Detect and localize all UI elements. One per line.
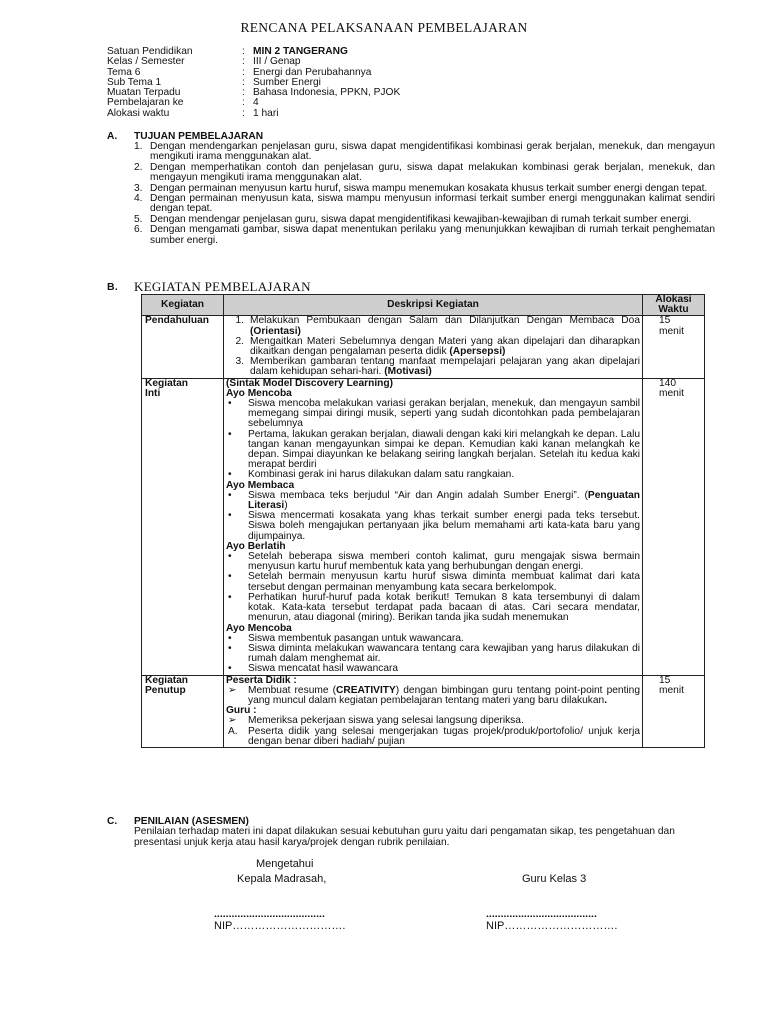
list-item	[226, 316, 640, 336]
sign-right-line2: Guru Kelas 3	[522, 873, 587, 885]
group-heading: Guru :	[226, 705, 257, 717]
identity-label: Pembelajaran ke	[107, 97, 184, 109]
identity-row	[107, 109, 400, 119]
item-text-bold: (Motivasi)	[384, 366, 432, 378]
identity-label: Kelas / Semester	[107, 56, 185, 68]
identity-value: 1 hari	[253, 107, 279, 119]
section-title: PENILAIAN (ASESMEN)	[134, 816, 249, 827]
cell-alokasi	[643, 675, 705, 747]
item-text: Dengan mendengarkan penjelasan guru, siswa dapat mengidentifikasi kombinasi gerak berjalan, menekuk, dan mengayun mengikuti irama menggunakan alat.	[150, 141, 715, 163]
bullet-icon: •	[228, 510, 232, 522]
item-text: Siswa mencoba melakukan variasi gerakan berjalan, menekuk, dan mengayun sambil memegang simpai diringi musik, seperti yang sudah dicontohkan pada pembelajaran sebelumnya	[248, 398, 640, 430]
list-item	[226, 337, 640, 357]
identity-sep: :	[242, 87, 245, 99]
item-text: Dengan mendengar penjelasan guru, siswa dapat mengidentifikasi kewajiban-kewajiban di rumah terkait sumber energi.	[150, 213, 692, 225]
item-number: 2.	[235, 335, 244, 347]
item-text: Siswa mencatat hasil wawancara	[248, 663, 399, 675]
bullet-icon: •	[228, 642, 232, 654]
cell-kegiatan	[142, 378, 224, 675]
item-text: Dengan permainan menyusun kartu huruf, siswa mampu menemukan kosakata khusus terkait sumber energi dengan tepat.	[150, 182, 708, 194]
item-text-plain: Membuat resume (	[248, 684, 336, 696]
arrow-bullet-icon: ➢	[228, 684, 237, 696]
table-row-penutup	[142, 675, 705, 747]
item-text-bold: (Orientasi)	[250, 325, 301, 337]
header-kegiatan: Kegiatan	[142, 295, 224, 316]
item-number: 5.	[134, 213, 143, 225]
identity-sep: :	[242, 97, 245, 109]
section-kegiatan-heading	[107, 279, 311, 295]
kegiatan-label: Penutup	[145, 684, 186, 696]
section-letter: A.	[107, 131, 118, 142]
list-item	[226, 572, 640, 592]
identity-value: MIN 2 TANGERANG	[253, 46, 348, 57]
list-item	[226, 593, 640, 624]
item-text-plain: Melakukan Pembukaan dengan Salam dan Dilanjutkan Dengan Membaca Doa	[250, 315, 640, 327]
document-title: RENCANA PELAKSANAAN PEMBELAJARAN	[240, 20, 528, 35]
item-number: 3.	[134, 182, 143, 194]
objective-item	[107, 194, 715, 215]
table-row-inti	[142, 378, 705, 675]
item-text-plain: )	[284, 500, 288, 512]
item-text: Setelah bermain menyusun kartu huruf siswa diminta membuat kalimat dari kata tersebut dengan permainan menyambung kata secara berkelompok.	[248, 571, 640, 593]
identity-sep: :	[242, 107, 245, 119]
group-heading: Ayo Berlatih	[226, 540, 286, 552]
cell-alokasi	[643, 316, 705, 378]
item-text-bold: CREATIVITY	[335, 684, 396, 696]
item-number: 1.	[235, 315, 244, 327]
kegiatan-label: Kegiatan	[145, 377, 189, 389]
list-item	[226, 727, 640, 747]
item-text-bold: (Apersepsi)	[449, 346, 506, 358]
table-row-pendahuluan	[142, 316, 705, 378]
item-number: 4.	[134, 193, 143, 205]
item-text-plain: ) dengan bimbingan guru tentang point-point penting yang muncul dalam kegiatan pembelajaran tentang materi yang baru dilakukan	[248, 684, 640, 706]
list-item	[226, 491, 640, 511]
kegiatan-label: Inti	[145, 387, 161, 399]
waktu-unit: menit	[659, 325, 684, 337]
item-text: Setelah beberapa siswa memberi contoh kalimat, guru mengajak siswa bermain menyusun kartu huruf membentuk kata yang berhubungan dengan energi.	[248, 551, 640, 573]
waktu-value: 15	[659, 674, 671, 686]
item-text	[250, 316, 640, 336]
cell-deskripsi	[224, 378, 643, 675]
item-number: 2.	[134, 161, 143, 173]
group-heading: Peserta Didik :	[226, 674, 297, 686]
bullet-icon: •	[228, 663, 232, 675]
cell-deskripsi	[224, 675, 643, 747]
identity-label: Alokasi waktu	[107, 107, 170, 119]
identity-label: Sub Tema 1	[107, 76, 162, 88]
sign-right-dots: ......................................	[486, 908, 597, 920]
identity-value: Sumber Energi	[253, 76, 321, 88]
group-heading: Ayo Mencoba	[226, 387, 292, 399]
objective-item	[107, 163, 715, 184]
item-text: Pertama, lakukan gerakan berjalan, diawali dengan kaki kiri melangkah ke depan. Lalu tangan kanan mengayunkan simpai ke depan. Kemudian kaki kanan melangkah ke depan. Simpai diayunkan ke belakang seiring langkah berjalan. Setelah itu kedua kaki merapat berdiri	[248, 428, 640, 471]
item-text	[250, 357, 640, 377]
item-text	[248, 491, 640, 511]
sign-right-nip: NIP………………………….	[486, 920, 618, 932]
identity-label: Muatan Terpadu	[107, 87, 181, 99]
bullet-icon: •	[228, 469, 232, 481]
list-item	[226, 357, 640, 377]
sign-left-dots: ......................................	[214, 908, 325, 920]
list-item	[226, 430, 640, 471]
cell-deskripsi	[224, 316, 643, 378]
table-header-row	[142, 295, 705, 316]
bullet-icon: •	[228, 398, 232, 410]
sign-left-line2: Kepala Madrasah,	[237, 873, 327, 885]
section-body: Penilaian terhadap materi ini dapat dilakukan sesuai kebutuhan guru yaitu dari pengamatan sikap, tes pengetahuan dan presentasi unjuk kerja atau hasil karya/projek dengan rubrik penilaian.	[134, 826, 675, 848]
sign-left-line1: Mengetahui	[256, 858, 314, 870]
cell-kegiatan	[142, 316, 224, 378]
section-title: TUJUAN PEMBELAJARAN	[134, 131, 264, 142]
waktu-unit: menit	[659, 387, 684, 399]
cell-kegiatan	[142, 675, 224, 747]
sign-left-nip: NIP………………………….	[214, 920, 346, 932]
arrow-bullet-icon: ➢	[228, 715, 237, 727]
identity-sep: :	[242, 76, 245, 88]
item-text: Peserta didik yang selesai mengerjakan tugas projek/produk/portofolio/ unjuk kerja dengan benar diberi hadiah/ pujian	[248, 725, 640, 747]
list-item	[226, 716, 640, 726]
item-text: Siswa diminta melakukan wawancara tentang cara kewajiban yang harus dilakukan di rumah dalam menghemat air.	[248, 642, 640, 665]
identity-value: Bahasa Indonesia, PPKN, PJOK	[253, 87, 401, 99]
item-text-plain: Memberikan gambaran tentang manfaat mempelajari pelajaran yang akan dipelajari dalam kehidupan sehari-hari.	[250, 356, 640, 378]
waktu-unit: menit	[659, 684, 684, 696]
header-deskripsi: Deskripsi Kegiatan	[224, 295, 643, 316]
identity-value: III / Genap	[253, 56, 301, 68]
list-item	[226, 399, 640, 430]
bullet-icon: •	[228, 428, 232, 440]
item-number: 1.	[134, 141, 143, 152]
identity-value: Energi dan Perubahannya	[253, 66, 372, 78]
identity-block	[107, 47, 400, 119]
item-text-bold: Penguatan Literasi	[248, 489, 640, 512]
item-text	[250, 337, 640, 357]
item-text: Siswa mencermati kosakata yang khas terkait sumber energi pada teks tersebut. Siswa boleh mengajukan pertanyaan jika belum memahami arti kata-kata baru yang dijumpainya.	[248, 510, 640, 542]
item-number: 6.	[134, 224, 143, 236]
section-tujuan	[107, 131, 715, 246]
kegiatan-label: Kegiatan	[145, 674, 189, 686]
item-text-plain: Siswa membaca teks berjudul “Air dan Angin adalah Sumber Energi”. (	[248, 489, 588, 501]
objective-list	[107, 142, 715, 246]
item-text: Kombinasi gerak ini harus dilakukan dalam satu rangkaian.	[248, 469, 515, 481]
list-item	[226, 644, 640, 664]
waktu-value: 140	[659, 377, 676, 389]
item-text: Siswa membentuk pasangan untuk wawancara.	[248, 632, 464, 644]
bullet-icon: •	[228, 632, 232, 644]
item-text: Dengan memperhatikan contoh dan penjelasan guru, siswa dapat melakukan kombinasi gerak berjalan, menekuk, dan mengayun mengikuti irama menggunakan alat.	[150, 161, 715, 184]
section-letter: B.	[107, 281, 119, 293]
header-alokasi: Alokasi Waktu	[643, 295, 705, 316]
waktu-value: 15	[659, 315, 671, 327]
section-title: KEGIATAN PEMBELAJARAN	[134, 279, 311, 294]
item-number: A.	[228, 725, 238, 737]
identity-sep: :	[242, 56, 245, 68]
identity-sep: :	[242, 66, 245, 78]
item-text-bold: .	[604, 694, 608, 706]
item-text: Perhatikan huruf-huruf pada kotak berikut! Temukan 8 kata tersembunyi di dalam kotak. Kata-kata tersebut terdapat pada bacaan di atas. Cari secara mendatar, menurun, atau diagonal (miring). Berikan tanda jika sudah menemukan	[248, 591, 640, 624]
bullet-icon: •	[228, 489, 232, 501]
bullet-icon: •	[228, 551, 232, 563]
section-letter: C.	[107, 816, 118, 827]
item-text: Dengan permainan menyusun kata, siswa mampu menyusun informasi terkait sumber energi menggunakan kalimat sendiri dengan tepat.	[150, 193, 715, 215]
activities-table	[141, 294, 705, 748]
identity-value: 4	[253, 97, 259, 109]
identity-sep: :	[242, 46, 245, 57]
list-item	[226, 511, 640, 542]
cell-alokasi	[643, 378, 705, 675]
item-text-plain: Mengaitkan Materi Sebelumnya dengan Materi yang akan dipelajari dan diharapkan dikaitkan dengan pengalaman peserta didik	[250, 335, 640, 358]
item-number: 3.	[235, 356, 244, 368]
identity-label: Satuan Pendidikan	[107, 46, 193, 57]
group-heading: Ayo Mencoba	[226, 622, 292, 634]
objective-item	[107, 142, 715, 163]
item-text	[248, 686, 640, 706]
item-text: Memeriksa pekerjaan siswa yang selesai langsung diperiksa.	[248, 715, 524, 727]
list-item	[226, 686, 640, 706]
objective-item	[107, 225, 715, 246]
list-item	[226, 664, 640, 674]
group-heading: Ayo Membaca	[226, 479, 295, 491]
list-item	[226, 552, 640, 572]
kegiatan-label: Pendahuluan	[145, 315, 209, 327]
model-heading: (Sintak Model Discovery Learning)	[226, 377, 393, 389]
bullet-icon: •	[228, 571, 232, 583]
bullet-icon: •	[228, 591, 232, 603]
section-penilaian	[107, 816, 715, 848]
identity-label: Tema 6	[107, 66, 141, 78]
item-text: Dengan mengamati gambar, siswa dapat menentukan perilaku yang menunjukkan kewajiban di rumah terkait penghematan sumber energi.	[150, 224, 715, 246]
